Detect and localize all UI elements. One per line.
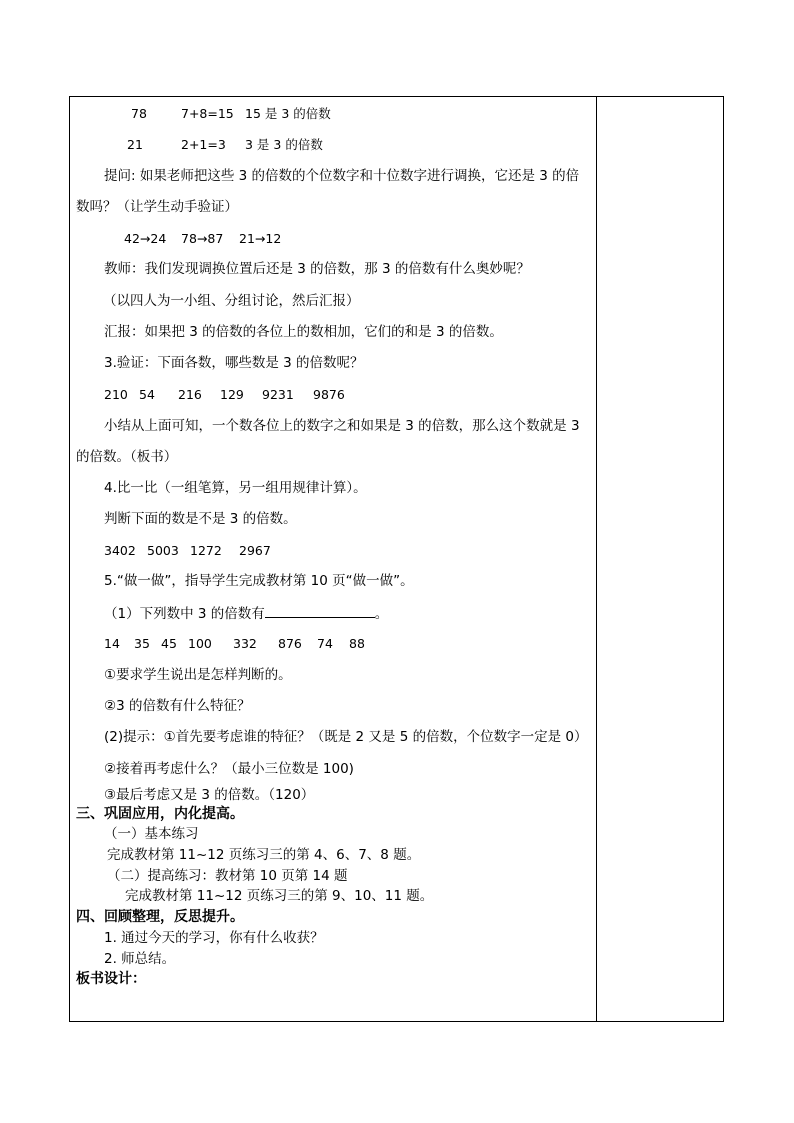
c2-line: ②3 的倍数有什么特征？	[104, 698, 251, 714]
judge-numbers	[104, 543, 271, 559]
section-3-heading: 三、巩固应用，内化提高。	[76, 806, 244, 822]
swap-item: 78→87	[181, 231, 224, 246]
number: 21	[127, 137, 143, 152]
q1-numbers	[104, 636, 365, 652]
reflection-item-1: 1. 通过今天的学习，你有什么收获？	[104, 930, 324, 946]
hint-line: (2)提示：①首先要考虑谁的特征？（既是 2 又是 5 的倍数，个位数字一定是 0）	[104, 729, 588, 745]
q1-suffix: 。	[374, 606, 389, 622]
basic-label: （一）基本练习	[104, 826, 199, 842]
number: 216	[178, 387, 202, 402]
q1-prefix: （1）下列数中 3 的倍数有	[104, 606, 265, 622]
calc-row-2	[127, 137, 323, 153]
number: 35	[134, 636, 150, 651]
number: 9876	[313, 387, 345, 402]
conclusion: 3 是 3 的倍数	[245, 137, 323, 152]
number: 1272	[190, 543, 222, 558]
judge-line: 判断下面的数是不是 3 的倍数。	[104, 511, 297, 527]
swap-item: 21→12	[239, 231, 282, 246]
group-line: （以四人为一小组、分组讨论，然后汇报）	[103, 293, 360, 309]
number: 100	[188, 636, 212, 651]
number: 88	[349, 636, 365, 651]
verify-line: 3.验证：下面各数，哪些数是 3 的倍数呢？	[104, 355, 364, 371]
board-design-heading: 板书设计：	[76, 971, 146, 987]
c1-line: ①要求学生说出是怎样判断的。	[104, 667, 292, 683]
number: 74	[317, 636, 333, 651]
sum: 7+8=15	[181, 106, 234, 121]
question-line-2: 数吗？（让学生动手验证）	[76, 199, 238, 215]
number: 210	[104, 387, 128, 402]
number: 876	[278, 636, 302, 651]
number: 14	[104, 636, 120, 651]
number: 45	[161, 636, 177, 651]
summary-line-2: 的倍数。（板书）	[76, 449, 178, 465]
teacher-line: 教师：我们发现调换位置后还是 3 的倍数，那 3 的倍数有什么奥妙呢？	[104, 261, 530, 277]
summary-line-1: 小结从上面可知，一个数各位上的数字之和如果是 3 的倍数，那么这个数就是 3	[104, 418, 580, 434]
question-line-1: 提问: 如果老师把这些 3 的倍数的个位数字和十位数字进行调换，它还是 3 的倍	[104, 168, 580, 184]
number: 332	[233, 636, 257, 651]
calc-row-1	[131, 106, 331, 122]
section-4-heading: 四、回顾整理，反思提升。	[76, 909, 244, 925]
swap-item: 42→24	[124, 231, 167, 246]
answer-blank	[265, 605, 375, 618]
do-line: 5.“做一做”，指导学生完成教材第 10 页“做一做”。	[104, 573, 414, 589]
hint2-line: ②接着再考虑什么？（最小三位数是 100)	[104, 761, 354, 777]
conclusion: 15 是 3 的倍数	[245, 106, 331, 121]
number: 129	[220, 387, 244, 402]
sum: 2+1=3	[181, 137, 226, 152]
hint3-line: ③最后考虑又是 3 的倍数。（120）	[104, 787, 315, 803]
compare-line: 4.比一比（一组笔算，另一组用规律计算）。	[104, 480, 367, 496]
column-divider	[596, 96, 597, 1022]
advanced-label: （二）提高练习：教材第 10 页第 14 题	[107, 868, 348, 884]
number: 2967	[239, 543, 271, 558]
verify-numbers	[104, 387, 345, 403]
swap-row	[124, 231, 281, 247]
number: 3402	[104, 543, 136, 558]
number: 5003	[147, 543, 179, 558]
advanced-task: 完成教材第 11~12 页练习三的第 9、10、11 题。	[125, 888, 434, 904]
basic-task: 完成教材第 11~12 页练习三的第 4、6、7、8 题。	[107, 847, 421, 863]
number: 54	[139, 387, 155, 402]
number: 78	[131, 106, 147, 121]
q1-line	[104, 605, 388, 622]
number: 9231	[262, 387, 294, 402]
reflection-item-2: 2. 师总结。	[104, 951, 176, 967]
report-line: 汇报：如果把 3 的倍数的各位上的数相加，它们的和是 3 的倍数。	[104, 324, 503, 340]
